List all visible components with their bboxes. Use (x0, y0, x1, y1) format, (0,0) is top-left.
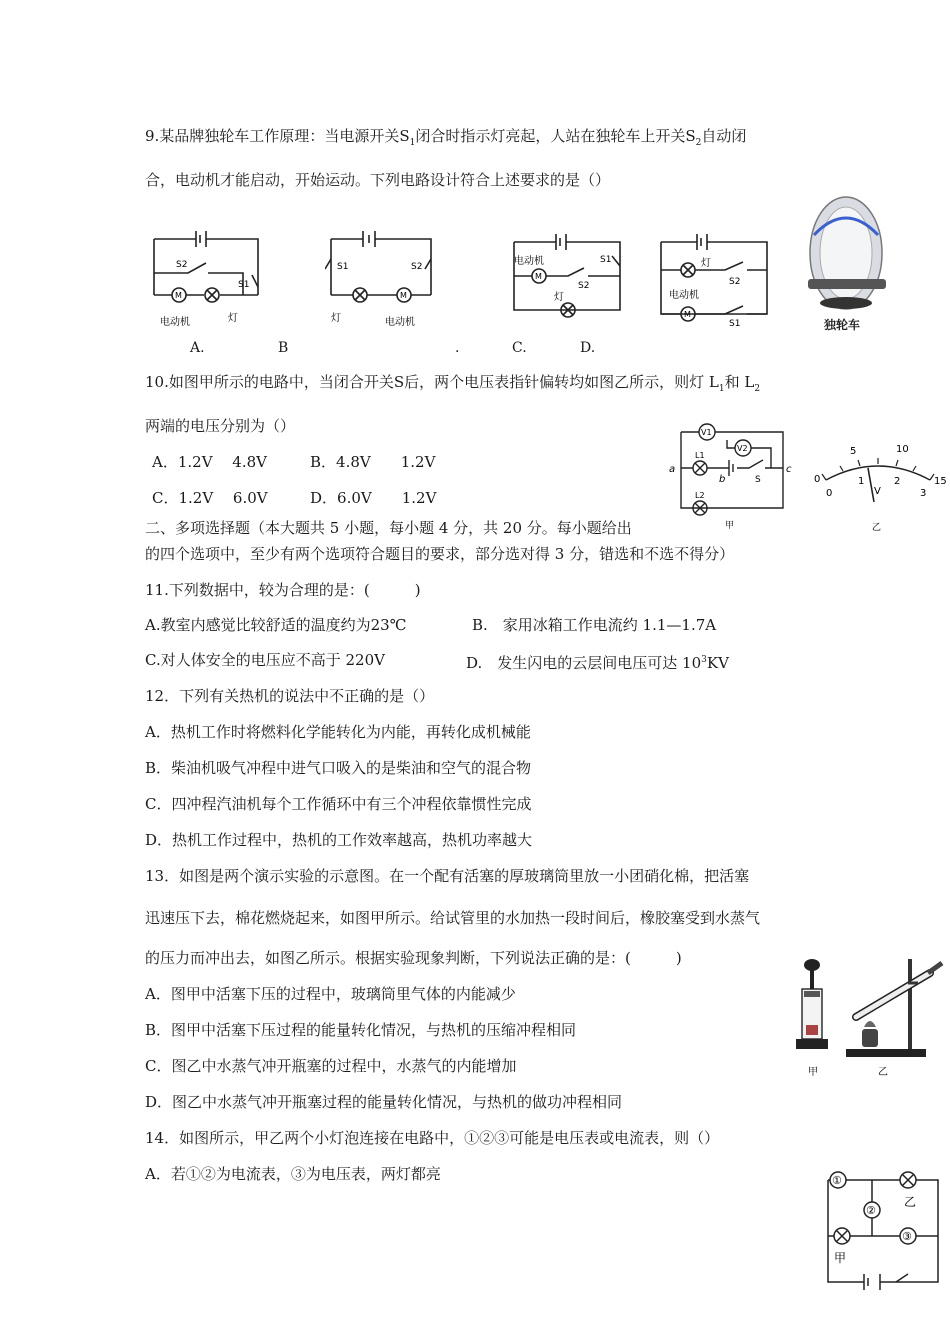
q11-option-b: B. 家用冰箱工作电流约 1.1—1.7A (472, 616, 717, 634)
q14-meter-1: ① (832, 1174, 842, 1187)
q10-stem-line2: 两端的电压分别为（） (145, 417, 296, 435)
q9-circuit-d (655, 230, 775, 330)
q10-dial-top-5: 5 (850, 446, 857, 457)
q10-v2-label: V2 (737, 444, 748, 453)
q10-dial-bottom-0: 0 (826, 488, 833, 499)
q14-lamp-jia: 甲 (834, 1251, 847, 1265)
q9-circuit-c (508, 230, 633, 330)
q9c-lamp-label: 灯 (554, 292, 564, 303)
q10-option-b: B．4.8V 1.2V (310, 453, 436, 471)
q9-option-b: B (278, 340, 289, 356)
q14-stem: 14．如图所示，甲乙两个小灯泡连接在电路中，①②③可能是电压表或电流表，则（） (145, 1129, 720, 1147)
q9d-lamp-label: 灯 (701, 258, 711, 269)
q10-v1-label: V1 (701, 428, 712, 437)
q14-circuit (800, 1170, 945, 1295)
q11-option-c: C.对人体安全的电压应不高于 220V (145, 651, 385, 669)
q9d-s2-label: S2 (729, 277, 741, 287)
q13-stem-line3: 的压力而冲出去，如图乙所示。根据实验现象判断，下列说法正确的是：( ) (145, 949, 682, 967)
q9c-s1-label: S1 (600, 255, 612, 265)
q11-stem: 11.下列数据中，较为合理的是：( ) (145, 581, 421, 599)
q13-stem-line2: 迅速压下去，棉花燃烧起来，如图甲所示。给试管里的水加热一段时间后，橡胶塞受到水蒸气 (145, 909, 761, 927)
q9d-motor-m: M (684, 310, 691, 319)
q11-option-a: A.教室内感觉比较舒适的温度约为23℃ (145, 616, 407, 634)
q10-dial-yi (808, 438, 948, 533)
q9-stem-line2: 合，电动机才能启动，开始运动。下列电路设计符合上述要求的是（） (145, 171, 611, 189)
q9b-motor-label: 电动机 (385, 317, 415, 328)
q9a-motor-label: 电动机 (160, 317, 190, 328)
q10-circuit-jia (665, 420, 800, 532)
q9b-motor-m: M (400, 291, 407, 300)
q9-option-a: A. (190, 340, 205, 356)
q11-option-d: D. 发生闪电的云层间电压可达 $10^3KV$ (466, 654, 729, 672)
q12-option-a: A．热机工作时将燃料化学能转化为内能，再转化成机械能 (145, 723, 531, 741)
q10-l2-label: L2 (695, 491, 705, 500)
q12-option-b: B．柴油机吸气冲程中进气口吸入的是柴油和空气的混合物 (145, 759, 532, 777)
q10-switch-s: S (755, 475, 761, 485)
q10-dial-top-10: 10 (896, 444, 909, 455)
q10-point-a: a (669, 464, 676, 475)
q12-option-c: C．四冲程汽油机每个工作循环中有三个冲程依靠惯性完成 (145, 795, 532, 813)
q12-option-d: D．热机工作过程中，热机的工作效率越高，热机功率越大 (145, 831, 533, 849)
unicycle-label: 独轮车 (824, 318, 861, 332)
q10-dial-bottom-2: 2 (894, 476, 901, 487)
q13-fig-jia: 甲 (808, 1067, 818, 1078)
q9-stem-line1: 9.某品牌独轮车工作原理：当电源开关$S_1$闭合时指示灯亮起，人站在独轮车上开关$S_2$自动闭 (145, 127, 747, 148)
q10-dial-bottom-1: 1 (858, 476, 865, 487)
q12-stem: 12．下列有关热机的说法中不正确的是（） (145, 687, 435, 705)
q10-fig-yi: 乙 (872, 523, 882, 533)
q9c-motor-label: 电动机 (514, 256, 544, 267)
q10-dial-top-0: 0 (814, 474, 821, 485)
q10-option-d: D．6.0V 1.2V (310, 489, 437, 507)
q13-option-d: D．图乙中水蒸气冲开瓶塞过程的能量转化情况，与热机的做功冲程相同 (145, 1093, 623, 1111)
q14-lamp-yi: 乙 (904, 1195, 917, 1209)
piston-cylinder-icon (796, 959, 828, 1049)
q14-option-a: A．若①②为电流表，③为电压表，两灯都亮 (145, 1165, 441, 1183)
q9-circuit-b (325, 225, 440, 335)
q13-experiment-figures (790, 955, 950, 1080)
q9b-lamp-label: 灯 (331, 313, 341, 324)
q9-option-c: C. (512, 340, 527, 356)
q14-meter-2: ② (866, 1204, 876, 1217)
unicycle-picture (800, 195, 895, 335)
q9-circuit-a (148, 225, 268, 335)
test-tube-apparatus-icon (846, 959, 942, 1057)
q10-option-c: C．1.2V 6.0V (152, 489, 268, 507)
q9-option-d: D. (580, 340, 596, 356)
q10-dial-v: V (874, 486, 881, 497)
q9c-s2-label: S2 (578, 281, 590, 291)
q10-fig-jia: 甲 (725, 521, 735, 531)
q9a-s1-label: S1 (238, 280, 250, 290)
q10-stem-line1: 10.如图甲所示的电路中，当闭合开关S后，两个电压表指针偏转均如图乙所示，则灯 $L_1$和 $L_2$ (145, 373, 761, 394)
q13-option-a: A．图甲中活塞下压的过程中，玻璃筒里气体的内能减少 (145, 985, 516, 1003)
q9b-s2-label: S2 (411, 262, 423, 272)
q10-point-b: b (719, 474, 726, 485)
q9d-motor-label: 电动机 (669, 290, 699, 301)
q13-option-b: B．图甲中活塞下压过程的能量转化情况，与热机的压缩冲程相同 (145, 1021, 577, 1039)
q10-option-a: A．1.2V 4.8V (152, 453, 267, 471)
q9b-s1-label: S1 (337, 262, 349, 272)
q13-fig-yi: 乙 (878, 1067, 888, 1078)
q9a-s2-label: S2 (176, 260, 188, 270)
q9a-lamp-label: 灯 (228, 313, 238, 324)
q9-option-dot: . (455, 340, 460, 356)
section2-heading-line1: 二、多项选择题（本大题共 5 小题，每小题 4 分，共 20 分。每小题给出 (145, 519, 632, 537)
q9a-motor-m: M (175, 291, 182, 300)
q9c-motor-m: M (535, 272, 542, 281)
q14-meter-3: ③ (902, 1230, 912, 1243)
q9d-s1-label: S1 (729, 319, 741, 329)
q10-dial-bottom-3: 3 (920, 488, 927, 499)
q13-stem-line1: 13．如图是两个演示实验的示意图。在一个配有活塞的厚玻璃筒里放一小团硝化棉，把活塞 (145, 867, 750, 885)
q13-option-c: C．图乙中水蒸气冲开瓶塞的过程中，水蒸气的内能增加 (145, 1057, 517, 1075)
q10-point-c: c (786, 464, 792, 475)
section2-heading-line2: 的四个选项中，至少有两个选项符合题目的要求，部分选对得 3 分，错选和不选不得分） (145, 545, 735, 563)
q10-dial-top-15: 15 (934, 476, 947, 487)
q10-l1-label: L1 (695, 451, 705, 460)
